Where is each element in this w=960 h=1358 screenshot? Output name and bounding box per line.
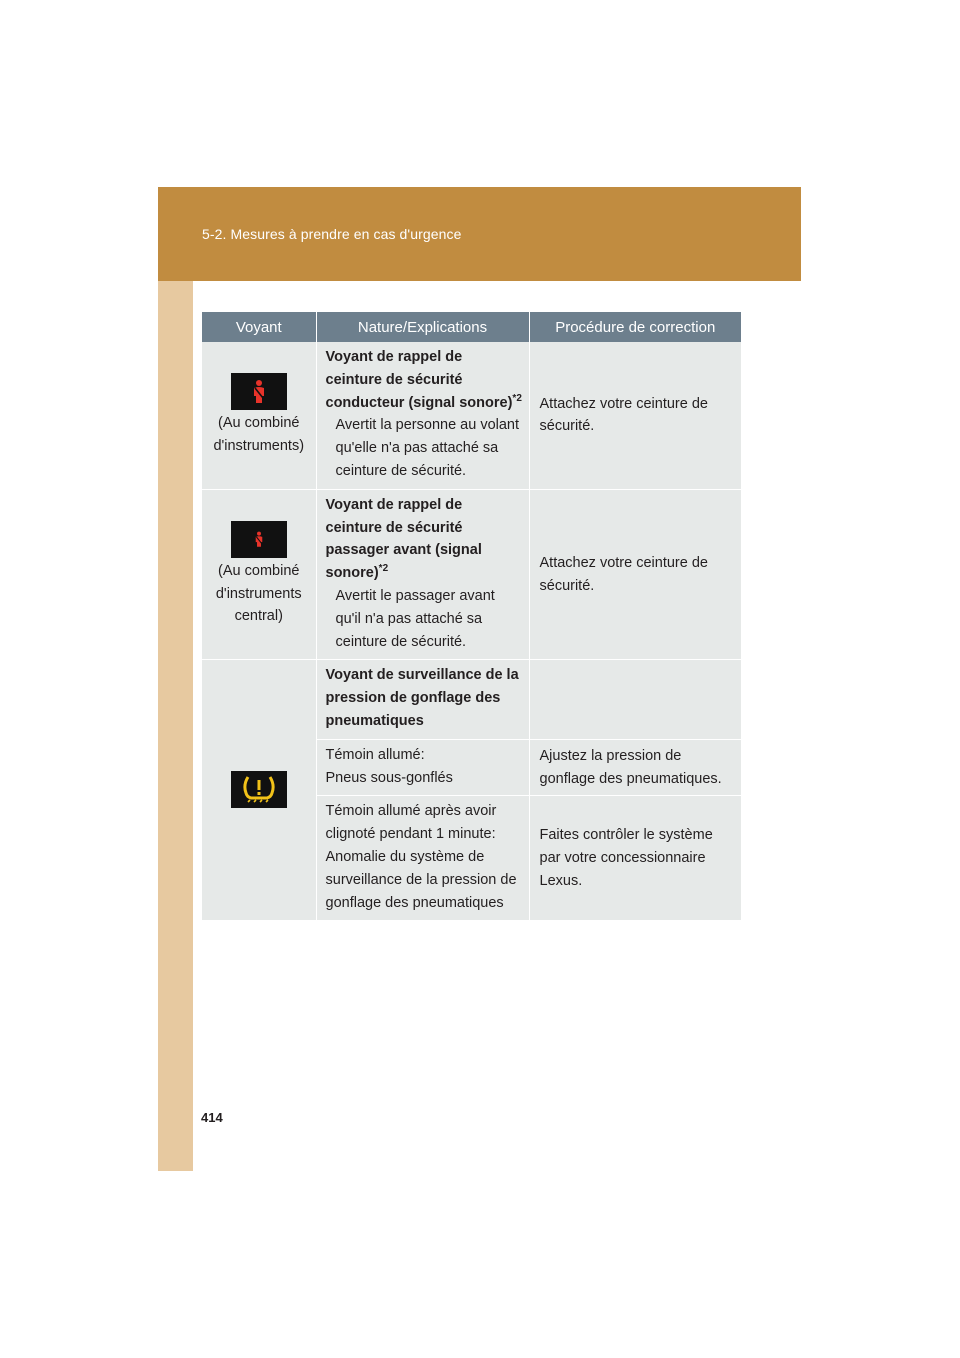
table-row	[202, 342, 741, 489]
column-header-correction: Procédure de correction	[529, 312, 741, 342]
indicator-cell	[202, 660, 316, 921]
indicator-title: Voyant de rappel de ceinture de sécurité passager avant (signal sonore)$^{*2}$	[325, 496, 482, 582]
explanation-cell	[316, 660, 529, 739]
correction-cell: Ajustez la pression de gonflage des pneumatiques.	[529, 739, 741, 796]
table-header-row	[202, 312, 741, 342]
explanation-cell	[316, 739, 529, 796]
column-header-explanation: Nature/Explications	[316, 312, 529, 342]
correction-cell: Attachez votre ceinture de sécurité.	[529, 342, 741, 489]
column-header-indicator: Voyant	[202, 312, 316, 342]
warning-lights-table	[202, 312, 741, 921]
table-row	[202, 660, 741, 739]
footnote-mark: *2	[512, 392, 522, 404]
page-number: 414	[201, 1110, 223, 1125]
condition-detail: Pneus sous-gonflés	[325, 769, 453, 786]
indicator-title: Voyant de rappel de ceinture de sécurité conducteur (signal sonore)$^{*2}$	[325, 349, 522, 411]
indicator-description: Avertit le passager avant qu'il n'a pas attaché sa ceinture de sécurité.	[335, 587, 495, 650]
indicator-location: (Au combiné d'instruments central)	[215, 562, 302, 625]
footnote-mark: *2	[378, 563, 389, 575]
seatbelt-warning-icon	[231, 373, 287, 410]
side-strip	[158, 281, 193, 1171]
correction-cell	[529, 660, 741, 739]
indicator-title: Voyant de surveillance de la pression de gonflage des pneumatiques	[325, 667, 519, 729]
section-title: 5-2. Mesures à prendre en cas d'urgence	[202, 226, 462, 242]
seatbelt-passenger-warning-icon	[231, 521, 287, 558]
explanation-cell	[316, 489, 529, 660]
indicator-cell	[202, 342, 316, 489]
correction-cell: Attachez votre ceinture de sécurité.	[529, 489, 741, 660]
condition-text: Témoin allumé:	[325, 746, 425, 763]
indicator-cell	[202, 489, 316, 660]
indicator-location: (Au combiné d'instruments)	[213, 415, 305, 454]
table-row	[202, 489, 741, 660]
condition-detail: Anomalie du système de surveillance de la pression de gonflage des pneumatiques	[325, 848, 517, 911]
indicator-description: Avertit la personne au volant qu'elle n'a pas attaché sa ceinture de sécurité.	[335, 417, 520, 479]
correction-cell: Faites contrôler le système par votre concessionnaire Lexus.	[529, 796, 741, 921]
explanation-cell	[316, 342, 529, 489]
explanation-cell	[316, 796, 529, 921]
tire-pressure-warning-icon	[231, 771, 287, 808]
condition-text: Témoin allumé après avoir clignoté pendant 1 minute:	[325, 803, 497, 843]
page-header	[158, 187, 801, 281]
